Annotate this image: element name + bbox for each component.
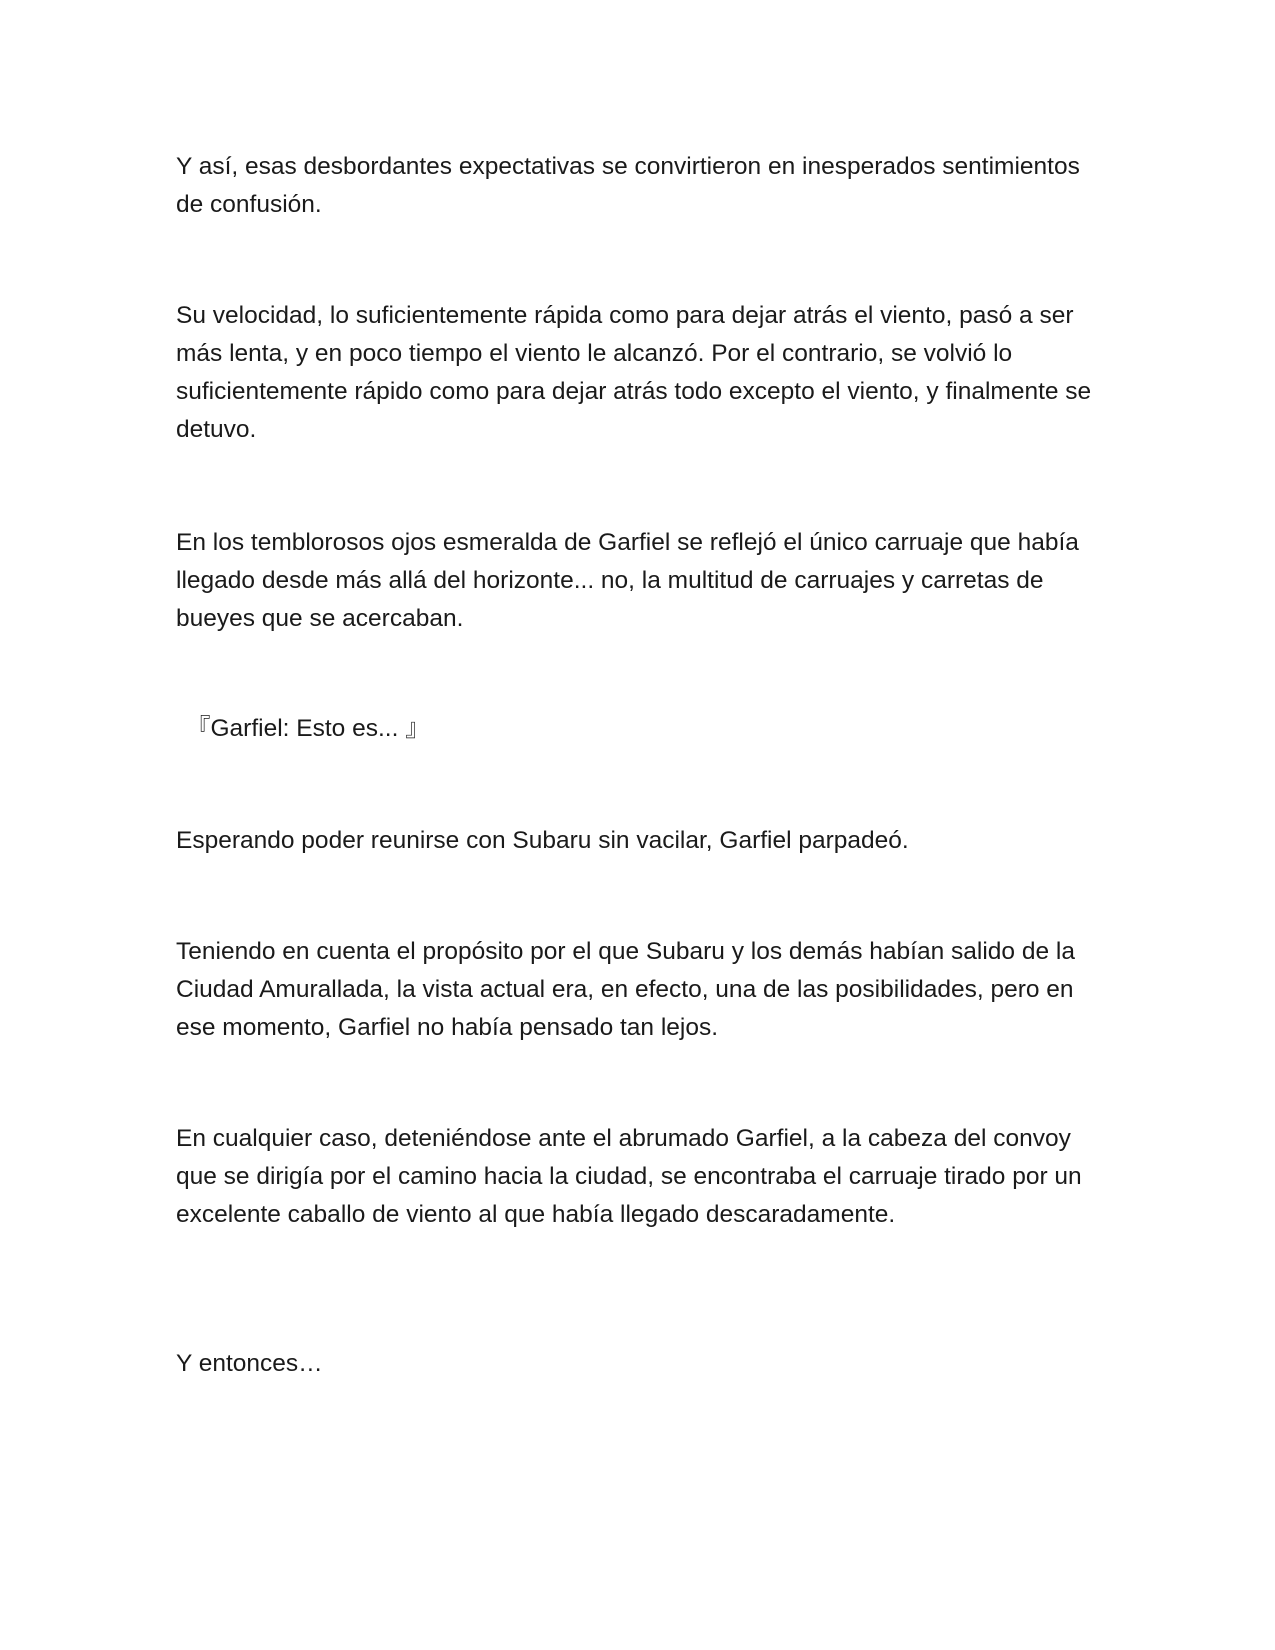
paragraph-8: Y entonces…: [176, 1350, 323, 1377]
paragraph-3: En los temblorosos ojos esmeralda de Garfiel se reflejó el único carruaje que había llegado desde más allá del horizonte... no, la multitud de carruajes y carretas de bueyes que se acercaban.: [176, 529, 1079, 632]
paragraph-6: Teniendo en cuenta el propósito por el que Subaru y los demás habían salido de la Ciudad Amurallada, la vista actual era, en efecto, una de las posibilidades, pero en ese momento, Garfiel no había pensado tan lejos.: [176, 938, 1075, 1041]
paragraph-2: Su velocidad, lo suficientemente rápida como para dejar atrás el viento, pasó a ser más lenta, y en poco tiempo el viento le alcanzó. Por el contrario, se volvió lo suficientemente rápido como para dejar atrás todo excepto el viento, y finalmente se detuvo.: [176, 302, 1092, 443]
paragraph-1: Y así, esas desbordantes expectativas se convirtieron en inesperados sentimientos de confusión.: [176, 153, 1080, 218]
paragraph-5: Esperando poder reunirse con Subaru sin vacilar, Garfiel parpadeó.: [176, 827, 909, 854]
dialogue-line: 『Garfiel: Esto es... 』: [186, 715, 430, 742]
paragraph-7: En cualquier caso, deteniéndose ante el abrumado Garfiel, a la cabeza del convoy que se dirigía por el camino hacia la ciudad, se encontraba el carruaje tirado por un excelente caballo de viento al que había llegado descaradamente.: [176, 1125, 1082, 1228]
